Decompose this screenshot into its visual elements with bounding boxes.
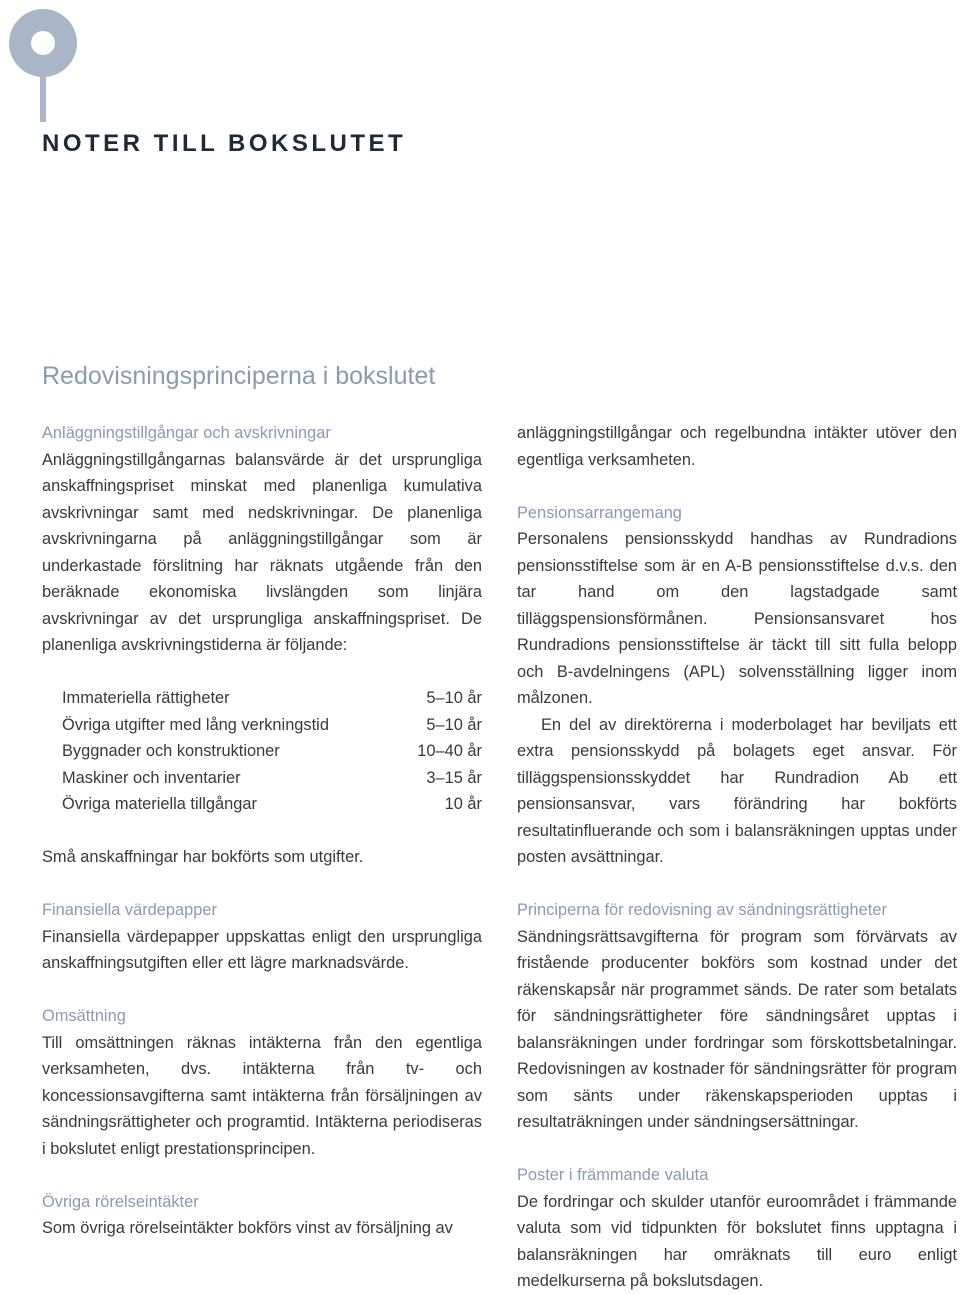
heading-omsattning: Omsättning [42, 1007, 126, 1025]
paragraph-pensionsarrangemang-1: Personalens pensionsskydd handhas av Rundradions pensionsstiftelse som är en A-B pensionsstiftelse d.v.s. den tar hand om den lagstadgade samt tilläggspensionsförmånen. Pensionsansvaret hos Rundradions pensionsstiftelse är täckt till sitt fulla belopp och B-avdelningens (APL) solvensställning ligger inom målzonen. [517, 530, 957, 707]
heading-sandningsrattigheter: Principerna för redovisning av sändningsrättigheter [517, 901, 887, 919]
paragraph-finansiella-vardepapper: Finansiella värdepapper uppskattas enligt den ursprungliga anskaffningsutgiften eller ett lägre marknadsvärde. [42, 927, 482, 972]
paragraph-anlaggningstillgangar: Anläggningstillgångarnas balansvärde är det ursprungliga anskaffningspriset minskat med planenliga kumulativa avskrivningar samt med nedskrivningar. De planenliga avskrivningarna på anläggningstillgångar som är underkastade förslitning har räknats utgående från den beräknade ekonomiska livslängden som linjära avskrivningar av det ursprungliga anskaffningspriset. De planenliga avskrivningstiderna är följande: [42, 450, 482, 654]
depreciation-years: 10 år [444, 795, 482, 813]
depreciation-item: Övriga materiella tillgångar [62, 795, 257, 813]
heading-ovriga-rorelseintakter: Övriga rörelseintäkter [42, 1192, 199, 1211]
heading-anlaggningstillgangar: Anläggningstillgångar och avskrivningar [42, 424, 331, 442]
depreciation-row [62, 791, 482, 818]
heading-pensionsarrangemang: Pensionsarrangemang [517, 503, 682, 522]
heading-frammande-valuta: Poster i främmande valuta [517, 1166, 709, 1184]
depreciation-years: 10–40 år [417, 742, 482, 760]
depreciation-years: 5–10 år [426, 689, 482, 707]
depreciation-row [62, 765, 482, 792]
depreciation-years: 3–15 år [426, 768, 482, 787]
heading-finansiella-vardepapper: Finansiella värdepapper [42, 901, 217, 919]
depreciation-item: Immateriella rättigheter [62, 689, 230, 707]
logo-pin-icon [6, 6, 80, 122]
depreciation-years: 5–10 år [426, 715, 482, 734]
depreciation-row [62, 685, 482, 712]
paragraph-pensionsarrangemang-2: En del av direktörerna i moderbolaget har beviljats ett extra pensionsskydd på bolagets eget ansvar. För tilläggspensionsskyddet har Rundradion Ab ett pensionsansvar, vars förändring har bokförts resultatinfluerande och som i balansräkningen upptas under posten avsättningar. [517, 715, 957, 866]
depreciation-table [62, 685, 482, 818]
depreciation-item: Maskiner och inventarier [62, 768, 241, 787]
paragraph-sandningsrattigheter: Sändningsrättsavgifterna för program som förvärvats av fristående producenter bokförs som kostnad under det räkenskapsår när programmet sänds. De rater som betalats för sändningsrättigheter före sändningsåret upptas i balansräkningen under fordringar som förskottsbetalningar. Redovisningen av kostnader för sändningsrätter för program som sänts under räkenskapsperioden upptas i resultaträkningen under sändningsersättningar. [517, 927, 957, 1131]
left-column [42, 420, 482, 1242]
depreciation-item: Övriga utgifter med lång verkningstid [62, 715, 329, 734]
paragraph-ovriga-rorelseintakter-cont: anläggningstillgångar och regelbundna intäkter utöver den egentliga verksamheten. [517, 424, 957, 469]
page-title: NOTER TILL BOKSLUTET [42, 130, 407, 157]
paragraph-sma-anskaffningar: Små anskaffningar har bokförts som utgifter. [42, 848, 364, 866]
paragraph-frammande-valuta: De fordringar och skulder utanför euroområdet i främmande valuta som vid tidpunkten för bokslutet finns upptagna i balansräkningen har omräknats till euro enligt medelkurserna på bokslutsdagen. [517, 1192, 957, 1290]
section-title: Redovisningsprinciperna i bokslutet [42, 362, 436, 390]
right-column [517, 420, 957, 1295]
depreciation-row [62, 738, 482, 765]
depreciation-row [62, 712, 482, 739]
paragraph-ovriga-rorelseintakter: Som övriga rörelseintäkter bokförs vinst av försäljning av [42, 1219, 453, 1237]
depreciation-item: Byggnader och konstruktioner [62, 742, 280, 760]
paragraph-omsattning: Till omsättningen räknas intäkterna från den egentliga verksamheten, dvs. intäkterna från tv- och koncessionsavgifterna samt intäkterna från försäljningen av sändningsrättigheter och programtid. Intäkterna periodiseras i bokslutet enligt prestationsprincipen. [42, 1033, 482, 1158]
